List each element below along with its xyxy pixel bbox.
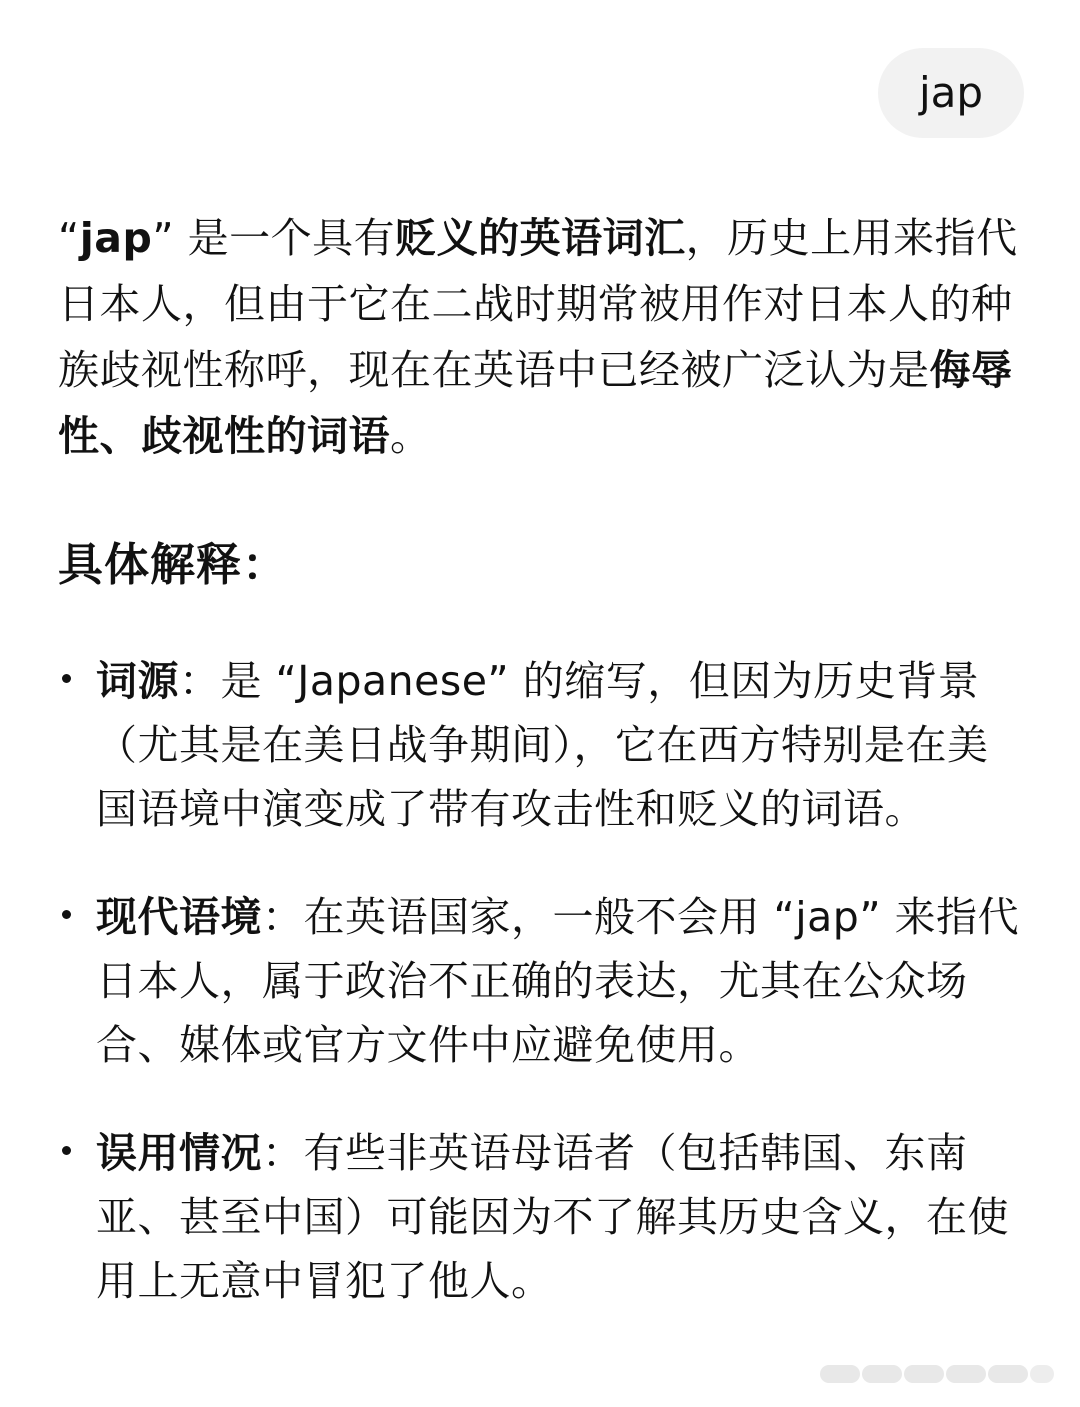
list-item <box>58 885 1023 1077</box>
explanation-list <box>58 649 1023 1313</box>
watermark-mark <box>1030 1365 1054 1383</box>
watermark-mark <box>820 1365 860 1383</box>
intro-term: jap <box>79 214 153 262</box>
intro-bold-1: 贬义的英语词汇 <box>395 214 686 262</box>
list-item <box>58 649 1023 841</box>
intro-bold-2: 侮辱性、歧视性的词语 <box>58 346 1013 460</box>
assistant-message <box>58 205 1023 1357</box>
list-item <box>58 1121 1023 1313</box>
bullet-icon <box>62 1146 71 1155</box>
watermark-mark <box>946 1365 986 1383</box>
bullet-label: 词源 <box>96 657 179 705</box>
watermark-mark <box>904 1365 944 1383</box>
intro-text-2: ，历史上用来指代日本人，但由于它在二战时期常被用作对日本人的种族歧视性称呼，现在在英语中已经被广泛认为是 <box>58 214 1018 394</box>
user-message-text: jap <box>918 68 984 117</box>
intro-text-1: ” 是一个具有 <box>152 214 396 262</box>
bullet-text: ：在英语国家，一般不会用 “jap” 来指代日本人，属于政治不正确的表达，尤其在公众场合、媒体或官方文件中应避免使用。 <box>96 893 1020 1069</box>
bullet-label: 现代语境 <box>96 893 262 941</box>
watermark <box>820 1365 1054 1383</box>
watermark-mark <box>862 1365 902 1383</box>
intro-paragraph <box>58 205 1023 469</box>
watermark-mark <box>988 1365 1028 1383</box>
bullet-label: 误用情况 <box>96 1129 262 1177</box>
bullet-text: ：有些非英语母语者（包括韩国、东南亚、甚至中国）可能因为不了解其历史含义，在使用上无意中冒犯了他人。 <box>96 1129 1009 1305</box>
section-title: 具体解释： <box>58 538 289 591</box>
intro-text-3: 。 <box>390 412 432 460</box>
user-message-bubble <box>878 48 1024 138</box>
intro-open-quote: “ <box>58 214 80 262</box>
bullet-text: ：是 “Japanese” 的缩写，但因为历史背景（尤其是在美日战争期间），它在西方特别是在美国语境中演变成了带有攻击性和贬义的词语。 <box>96 657 989 833</box>
bullet-icon <box>62 674 71 683</box>
bullet-icon <box>62 910 71 919</box>
